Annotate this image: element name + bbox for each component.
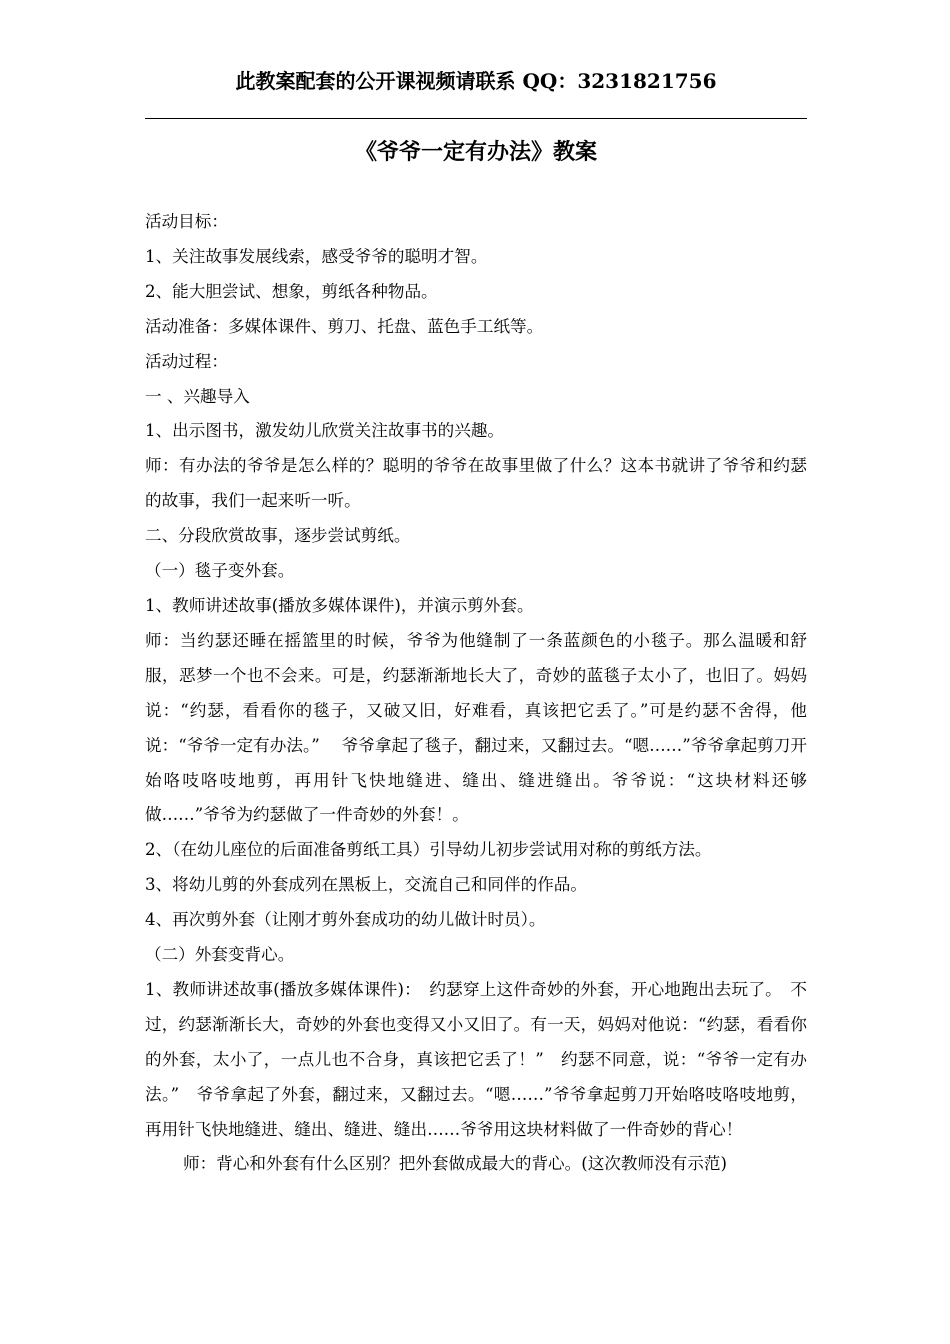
sub-step-heading: （一）毯子变外套。: [145, 561, 295, 581]
goal-item: 1、关注故事发展线索，感受爷爷的聪明才智。: [145, 246, 488, 266]
document-title: 《爷爷一定有办法》教案: [354, 139, 597, 165]
header-divider: [145, 118, 807, 119]
goal-item: 2、能大胆尝试、想象，剪纸各种物品。: [145, 281, 438, 301]
step-heading: 一 、兴趣导入: [145, 386, 250, 406]
step-item: 1、出示图书，激发幼儿欣赏关注故事书的兴趣。: [145, 421, 505, 441]
section-heading-goals: 活动目标：: [145, 212, 228, 231]
teacher-dialogue: 师：有办法的爷爷是怎么样的？聪明的爷爷在故事里做了什么？这本书就讲了爷爷和约瑟的故事，我们一起来听一听。: [145, 456, 807, 511]
step-heading: 二、分段欣赏故事，逐步尝试剪纸。: [145, 526, 411, 546]
step-item: 4、再次剪外套（让刚才剪外套成功的幼儿做计时员）。: [145, 910, 546, 930]
step-item: 2、（在幼儿座位的后面准备剪纸工具）引导幼儿初步尝试用对称的剪纸方法。: [145, 840, 712, 860]
page-header: 此教案配套的公开课视频请联系 QQ：3231821756: [235, 69, 717, 93]
teacher-dialogue: 师：背心和外套有什么区别？把外套做成最大的背心。(这次教师没有示范): [183, 1154, 727, 1174]
story-paragraph: 师：当约瑟还睡在摇篮里的时候，爷爷为他缝制了一条蓝颜色的小毯子。那么温暖和舒服，恶梦一个也不会来。可是，约瑟渐渐地长大了，奇妙的蓝毯子太小了，也旧了。妈妈说：“约瑟，看看你的毯子，又破又旧，好难看，真该把它丢了。”可是约瑟不舍得，他说：“爷爷一定有办法。” 爷爷拿起了毯子，翻过来，又翻过去。“嗯……”爷爷拿起剪刀开始咯吱咯吱地剪，再用针飞快地缝进、缝出、缝进缝出。爷爷说：“这块材料还够做……”爷爷为约瑟做了一件奇妙的外套！。: [145, 630, 807, 825]
section-heading-process: 活动过程：: [145, 351, 228, 371]
step-item: 1、教师讲述故事(播放多媒体课件)，并演示剪外套。: [145, 595, 534, 615]
step-item: 3、将幼儿剪的外套成列在黑板上，交流自己和同伴的作品。: [145, 875, 587, 895]
story-paragraph: 1、教师讲述故事(播放多媒体课件)： 约瑟穿上这件奇妙的外套，开心地跑出去玩了。 不过，约瑟渐渐长大，奇妙的外套也变得又小又旧了。有一天，妈妈对他说：“约瑟，看看你的外套，太小了，一点儿也不合身，真该把它丢了！” 约瑟不同意，说：“爷爷一定有办法。” 爷爷拿起了外套，翻过来，又翻过去。“嗯……”爷爷拿起剪刀开始咯吱咯吱地剪，再用针飞快地缝进、缝出、缝进、缝出……爷爷用这块材料做了一件奇妙的背心！: [145, 979, 807, 1139]
document-body: [145, 205, 807, 1182]
preparation-text: 活动准备：多媒体课件、剪刀、托盘、蓝色手工纸等。: [145, 316, 544, 336]
sub-step-heading: （二）外套变背心。: [145, 945, 295, 965]
